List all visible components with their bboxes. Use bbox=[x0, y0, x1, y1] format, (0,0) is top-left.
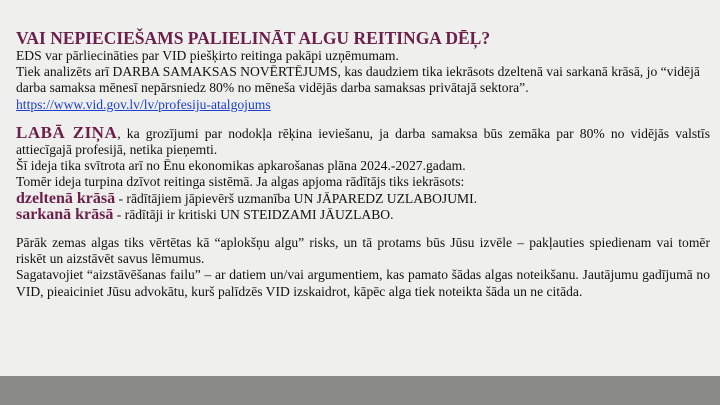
footer-bar bbox=[0, 376, 720, 405]
good-news-lead: LABĀ ZIŅA bbox=[16, 122, 118, 142]
yellow-text: - rādītājiem jāpievērš uzmanība UN JĀPAREDZ UZLABOJUMI. bbox=[115, 190, 478, 206]
red-lead: sarkanā krāsā bbox=[16, 205, 114, 223]
eds-line: EDS var pārliecināties par VID piešķirto reitinga pakāpi uzņēmumam. bbox=[16, 48, 399, 63]
good-news-text: , ka grozījumi par nodokļa rēķina ieviešanu, ja darba samaksa būs zemāka par 80% no vidējās valstīs attiecīgajā profesijā, netika pieņemti. bbox=[16, 125, 710, 158]
yellow-indicator-line bbox=[16, 191, 710, 207]
defense-file-paragraph: Sagatavojiet “aizstāvēšanas failu” – ar datiem un/vai argumentiem, kas pamato šādas algas noteikšanu. Jautājumu gadījumā no VID, pieaiciniet Jūsu advokātu, kurš palīdzēs VID izskaidrot, kāpēc alga tiek noteikta šāda un ne citāda. bbox=[16, 267, 710, 299]
spacer bbox=[16, 113, 710, 125]
red-indicator-line bbox=[16, 207, 710, 223]
slide-title: VAI NEPIECIEŠAMS PALIELINĀT ALGU REITINGA DĒĻ? bbox=[16, 28, 491, 48]
rating-system-line: Tomēr ideja turpina dzīvot reitinga sistēmā. Ja algas apjoma rādītājs tiks iekrāsots: bbox=[16, 174, 465, 190]
good-news-paragraph bbox=[16, 122, 710, 158]
analysis-paragraph: Tiek analizēts arī DARBA SAMAKSAS NOVĒRTĒJUMS, kas daudziem tika iekrāsots dzeltenā vai sarkanā krāsā, jo “vidējā darba samaksa mēnesī nepārsniedz 80% no mēneša vidējās darba samaksas privātajā sektora”. bbox=[16, 64, 700, 96]
vid-profession-salary-link[interactable]: https://www.vid.gov.lv/lv/profesiju-atalgojums bbox=[16, 96, 271, 112]
shadow-economy-line: Šī ideja tika svītrota arī no Ēnu ekonomikas apkarošanas plāna 2024.-2027.gadam. bbox=[16, 158, 466, 174]
red-text: - rādītāji ir kritiski UN STEIDZAMI JĀUZLABO. bbox=[113, 206, 394, 222]
slide-content bbox=[16, 28, 710, 300]
envelope-risk-paragraph: Pārāk zemas algas tiks vērtētas kā “aplokšņu algu” risks, un tā protams būs Jūsu izvēle – pakļauties spiedienam vai tomēr riskēt un aizstāvēt savus lēmumus. bbox=[16, 235, 710, 267]
yellow-lead: dzeltenā krāsā bbox=[16, 189, 116, 207]
spacer bbox=[16, 223, 710, 235]
